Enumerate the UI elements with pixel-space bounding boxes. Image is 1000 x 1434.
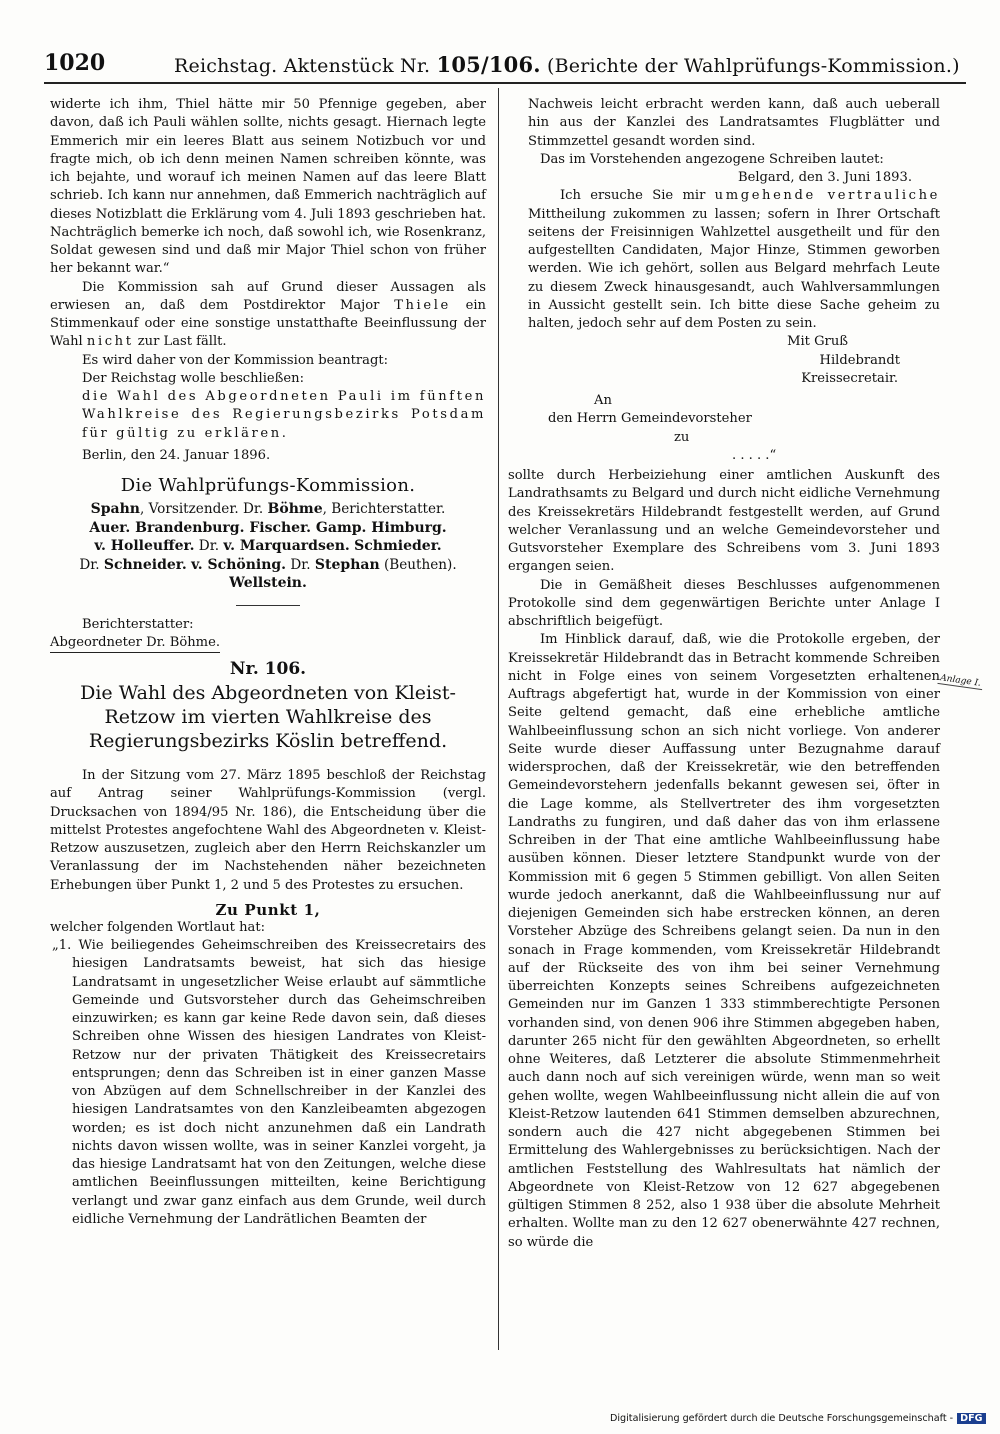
motion-resolve: Der Reichstag wolle beschließen: [82, 370, 305, 386]
finding-nicht: nicht [86, 334, 134, 350]
letter-text-a: Ich ersuche Sie mir [560, 188, 715, 204]
dateline: Berlin, den 24. Januar 1896. [82, 447, 271, 463]
running-title-nr: 105/106. [436, 52, 541, 77]
intro-paragraph: In der Sitzung vom 27. März 1895 beschloß der Reichstag auf Antrag seiner Wahlprüfungs-Kommission (vergl. Drucksachen von 1894/95 Nr. 186), die Entscheidung über die mittelst Protestes angefochtene Wahl des Abgeordneten v. Kleist-Retzow auszusetzen, zugleich aber den Herrn Reichskanzler um Veranlassung der im Nachstehenden näher bezeichneten Erhebungen über Punkt 1, 2 und 5 des Protestes zu ersuchen. [50, 768, 486, 893]
document-title: Die Wahl des Abgeordneten von Kleist-Retzow im vierten Wahlkreise des Regierungsbezirks Köslin betreffend. [80, 682, 456, 752]
reporter-line [50, 634, 486, 653]
letter-spaced: umgehende vertrauliche [714, 188, 940, 204]
point-heading: Zu Punkt 1, [215, 900, 321, 919]
letter-signer-title: Kreissecretair. [801, 370, 898, 386]
right-column [508, 96, 940, 1252]
member-marquardsen: v. Marquardsen. [223, 538, 350, 554]
document-number: Nr. 106. [229, 659, 307, 679]
member-dr-2: Dr. [79, 556, 104, 573]
testimony-end: widerte ich ihm, Thiel hätte mir 50 Pfennige gegeben, aber davon, daß ich Pauli wählen sollte, nichts gesagt. Hiernach legte Emmerich mir ein leeres Blatt aus seinem Notizbuch vor und fragte mich, ob ich denn meinen Namen schreiben könnte, was ich bejahte, und worauf ich meinen Namen auf das leere Blatt schrieb. Ich kann nur annehmen, daß Emmerich nachträglich auf dieses Notizblatt die Erklärung vom 4. Juli 1893 geschrieben hat. Nachträglich bemerke ich noch, daß sowohl ich, wie Rosenkranz, Soldat gewesen sind und daß mir Major Thiel schon von früher her bekannt war.“ [50, 97, 486, 277]
member-schmieder: Schmieder. [354, 538, 442, 554]
member-role-1: , Vorsitzender. Dr. [139, 501, 268, 517]
member-stephan: Stephan [314, 556, 380, 573]
reporter-label: Berichterstatter: [82, 616, 194, 632]
member-role-2: , Berichterstatter. [322, 501, 446, 517]
member-line-5 [50, 574, 486, 593]
member-line-2 [50, 519, 486, 538]
member-schoening: v. Schöning. [191, 556, 287, 573]
footer-text: Digitalisierung gefördert durch die Deutsche Forschungsgemeinschaft - [610, 1413, 954, 1424]
column-divider [498, 88, 499, 1350]
wording-intro: welcher folgenden Wortlaut hat: [50, 919, 266, 935]
digitization-footer [610, 1413, 986, 1424]
running-title-pre: Reichstag. Aktenstück Nr. [174, 55, 437, 77]
commission-finding [50, 279, 486, 352]
letter-address: den Herrn Gemeindevorsteher [548, 411, 752, 427]
letter-address-zu: zu [674, 429, 690, 445]
page-header [44, 50, 966, 80]
letter-intro: Das im Vorstehenden angezogene Schreiben lautet: [540, 151, 884, 167]
finding-text-c: zur Last fällt. [133, 334, 227, 350]
letter-address-dots: . . . . .“ [732, 447, 777, 463]
member-line-4 [50, 556, 486, 575]
motion-intro: Es wird daher von der Kommission beantragt: [82, 352, 389, 368]
member-dr-1: Dr. [194, 538, 224, 554]
member-list [50, 500, 486, 593]
finding-text-a: Die Kommission sah auf Grund dieser Aussagen als erwiesen an, daß dem Postdirektor Major [50, 279, 486, 313]
left-column [50, 96, 486, 1229]
member-spahn: Spahn [90, 501, 140, 517]
member-line-1 [50, 500, 486, 519]
member-names-2: Auer. Brandenburg. Fischer. Gamp. Himburg. [89, 519, 447, 536]
letter-greeting: Mit Gruß [787, 334, 848, 350]
header-rule [44, 82, 966, 84]
short-rule [236, 605, 300, 606]
member-boehme: Böhme [267, 501, 323, 517]
letter-text-b: Mittheilung zukommen zu lassen; sofern in Ihrer Ortschaft seitens der Freisinnigen Wahlzettel ausgetheilt und für den aufgestellten Candidaten, Major Hinze, Stimmen geworben werden. Wie ich gehört, sollen aus Belgard mehrfach Leute zu diesem Zweck hinausgesandt, auch Wahlversammlungen in Aussicht gestellt sein. Ich bitte diese Sache geheim zu halten, jedoch sehr auf dem Posten zu sein. [528, 206, 940, 331]
protest-point-1: „1. Wie beiliegendes Geheimschreiben des Kreissecretairs des hiesigen Landratsamts beweist, hat sich das hiesige Landratsamt in ungesetzlicher Weise erlaubt auf sämmtliche Gemeinde und Gutsvorsteher durch das Geheimschreiben einzuwirken; es kann gar keine Rede davon sein, daß dieses Schreiben ohne Wissen des hiesigen Landrates von Kleist-Retzow nur der privaten Thätigkeit des Kreissecretairs entsprungen; denn das Schreiben ist in einer ganzen Masse von Abzügen auf dem Schnellschreiber in der Kanzlei des hiesigen Landratsamtes von den Kanzleibeamten abgezogen worden; es ist doch nicht anzunehmen daß ein Landrath nichts davon wissen wollte, was in seiner Kanzlei vorgeht, ja das hiesige Landratsamt hat von den Zeitungen, welche diese amtlichen Beeinflussungen mitteilten, keine Berichtigung verlangt und zwar ganz einfach aus dem Grunde, weil durch eidliche Vernehmung der Landrätlichen Beamten der [52, 938, 486, 1227]
commission-deliberation: Im Hinblick darauf, daß, wie die Protokolle ergeben, der Kreissekretär Hildebrandt das in Betracht kommende Schreiben nicht in Folge eines von seinem Vorgesetzten erhaltenen Auftrags abgefertigt hat, wurde in der Kommission von einer Seite geltend gemacht, daß eine erhebliche amtliche Wahlbeeinflussung schon an sich nicht vorliege. Von anderer Seite wurde dieser Auffassung unter Bezugnahme darauf widersprochen, daß der Kreissekretär, wie den betreffenden Gemeindevorstehern jedenfalls bekannt gewesen sei, öfter in die Lage komme, als Stellvertreter des ihm vorgesetzten Landraths zu fungiren, und daß daher das von ihm erlassene Schreiben in der That eine amtliche Wahlbeeinflussung habe ausüben können. Dieser letztere Standpunkt wurde von der Kommission mit 6 gegen 5 Stimmen gebilligt. Von allen Seiten wurde jedoch anerkannt, daß die Wahlbeeinflussung nur auf diejenigen Gemeinden sich habe erstrecken können, an deren Vorsteher Abzüge des Schreibens gelangt seien. Da nun in den sonach in Frage kommenden, vom Kreissekretär Hildebrandt auf der Rückseite des von ihm bei seiner Vernehmung überreichten Konzepts seines Schreibens aufgezeichneten Gemeinden nur im Ganzen 1 333 stimmberechtigte Personen vorhanden sind, von denen 906 ihre Stimmen abgegeben haben, darunter 265 nicht für den gewählten Abgeordneten, so erhellt ohne Weiteres, daß Letzterer die absolute Stimmenmehrheit auch dann noch auf sich vereinigen würde, wenn man so weit gehen wollte, wegen Wahlbeeinflussung nicht allein die auf von Kleist-Retzow lautenden 641 Stimmen demselben abzurechnen, sondern auch die 427 nicht abgegebenen Stimmen bei Ermittelung des Wahlergebnisses zu berücksichtigen. Nach der amtlichen Feststellung des Wahlresultats hat nämlich der Abgeordnete von Kleist-Retzow von 12 627 abgegebenen gültigen Stimmen 8 252, also 1 938 über die absolute Mehrheit erhalten. Wollte man zu den 12 627 obenerwähnte 427 rechnen, so würde die [508, 632, 940, 1250]
member-dr-3: Dr. [286, 556, 315, 573]
page-number: 1020 [44, 50, 106, 76]
member-beuthen: (Beuthen). [379, 556, 457, 573]
member-wellstein: Wellstein. [229, 575, 307, 591]
finding-name: Thiele [394, 297, 451, 313]
dfg-logo: DFG [957, 1413, 985, 1424]
letter-body [508, 187, 940, 333]
reporter-name: Abgeordneter Dr. Böhme. [50, 634, 220, 653]
margin-note-anlage: Anlage I. [937, 673, 983, 690]
running-title [174, 52, 960, 77]
letter-address-an: An [594, 393, 612, 408]
protocols-note: Die in Gemäßheit dieses Beschlusses aufgenommenen Protokolle sind dem gegenwärtigen Berichte unter Anlage I abschriftlich beigefügt. [508, 577, 940, 629]
member-holleuffer: v. Holleuffer. [94, 538, 195, 554]
member-line-3 [50, 537, 486, 556]
protest-continuation: Nachweis leicht erbracht werden kann, daß auch ueberall hin aus der Kanzlei des Landratsamtes Flugblätter und Stimmzettel gesandt worden sind. [528, 97, 940, 149]
letter-signature: Hildebrandt [819, 352, 900, 368]
member-schneider: Schneider. [103, 556, 187, 573]
commission-request: sollte durch Herbeiziehung einer amtlichen Auskunft des Landrathsamts zu Belgard und durch nicht eidliche Vernehmung des Kreissekretärs Hildebrandt festgestellt werden, auf Grund welcher Veranlassung und an welche Gemeindevorsteher und Gutsvorsteher Exemplare des Schreibens vom 3. Juni 1893 ergangen seien. [508, 468, 940, 575]
commission-title: Die Wahlprüfungs-Kommission. [120, 475, 416, 496]
finding-text-b: ein Stimmenkauf oder eine sonstige unstatthafte Beeinflussung der Wahl [50, 297, 486, 350]
running-title-post: (Berichte der Wahlprüfungs-Kommission.) [540, 55, 960, 77]
resolution-text: die Wahl des Abgeordneten Pauli im fünften Wahlkreise des Regierungsbezirks Potsdam für gültig zu erklären. [82, 389, 486, 441]
letter-date: Belgard, den 3. Juni 1893. [737, 170, 912, 185]
